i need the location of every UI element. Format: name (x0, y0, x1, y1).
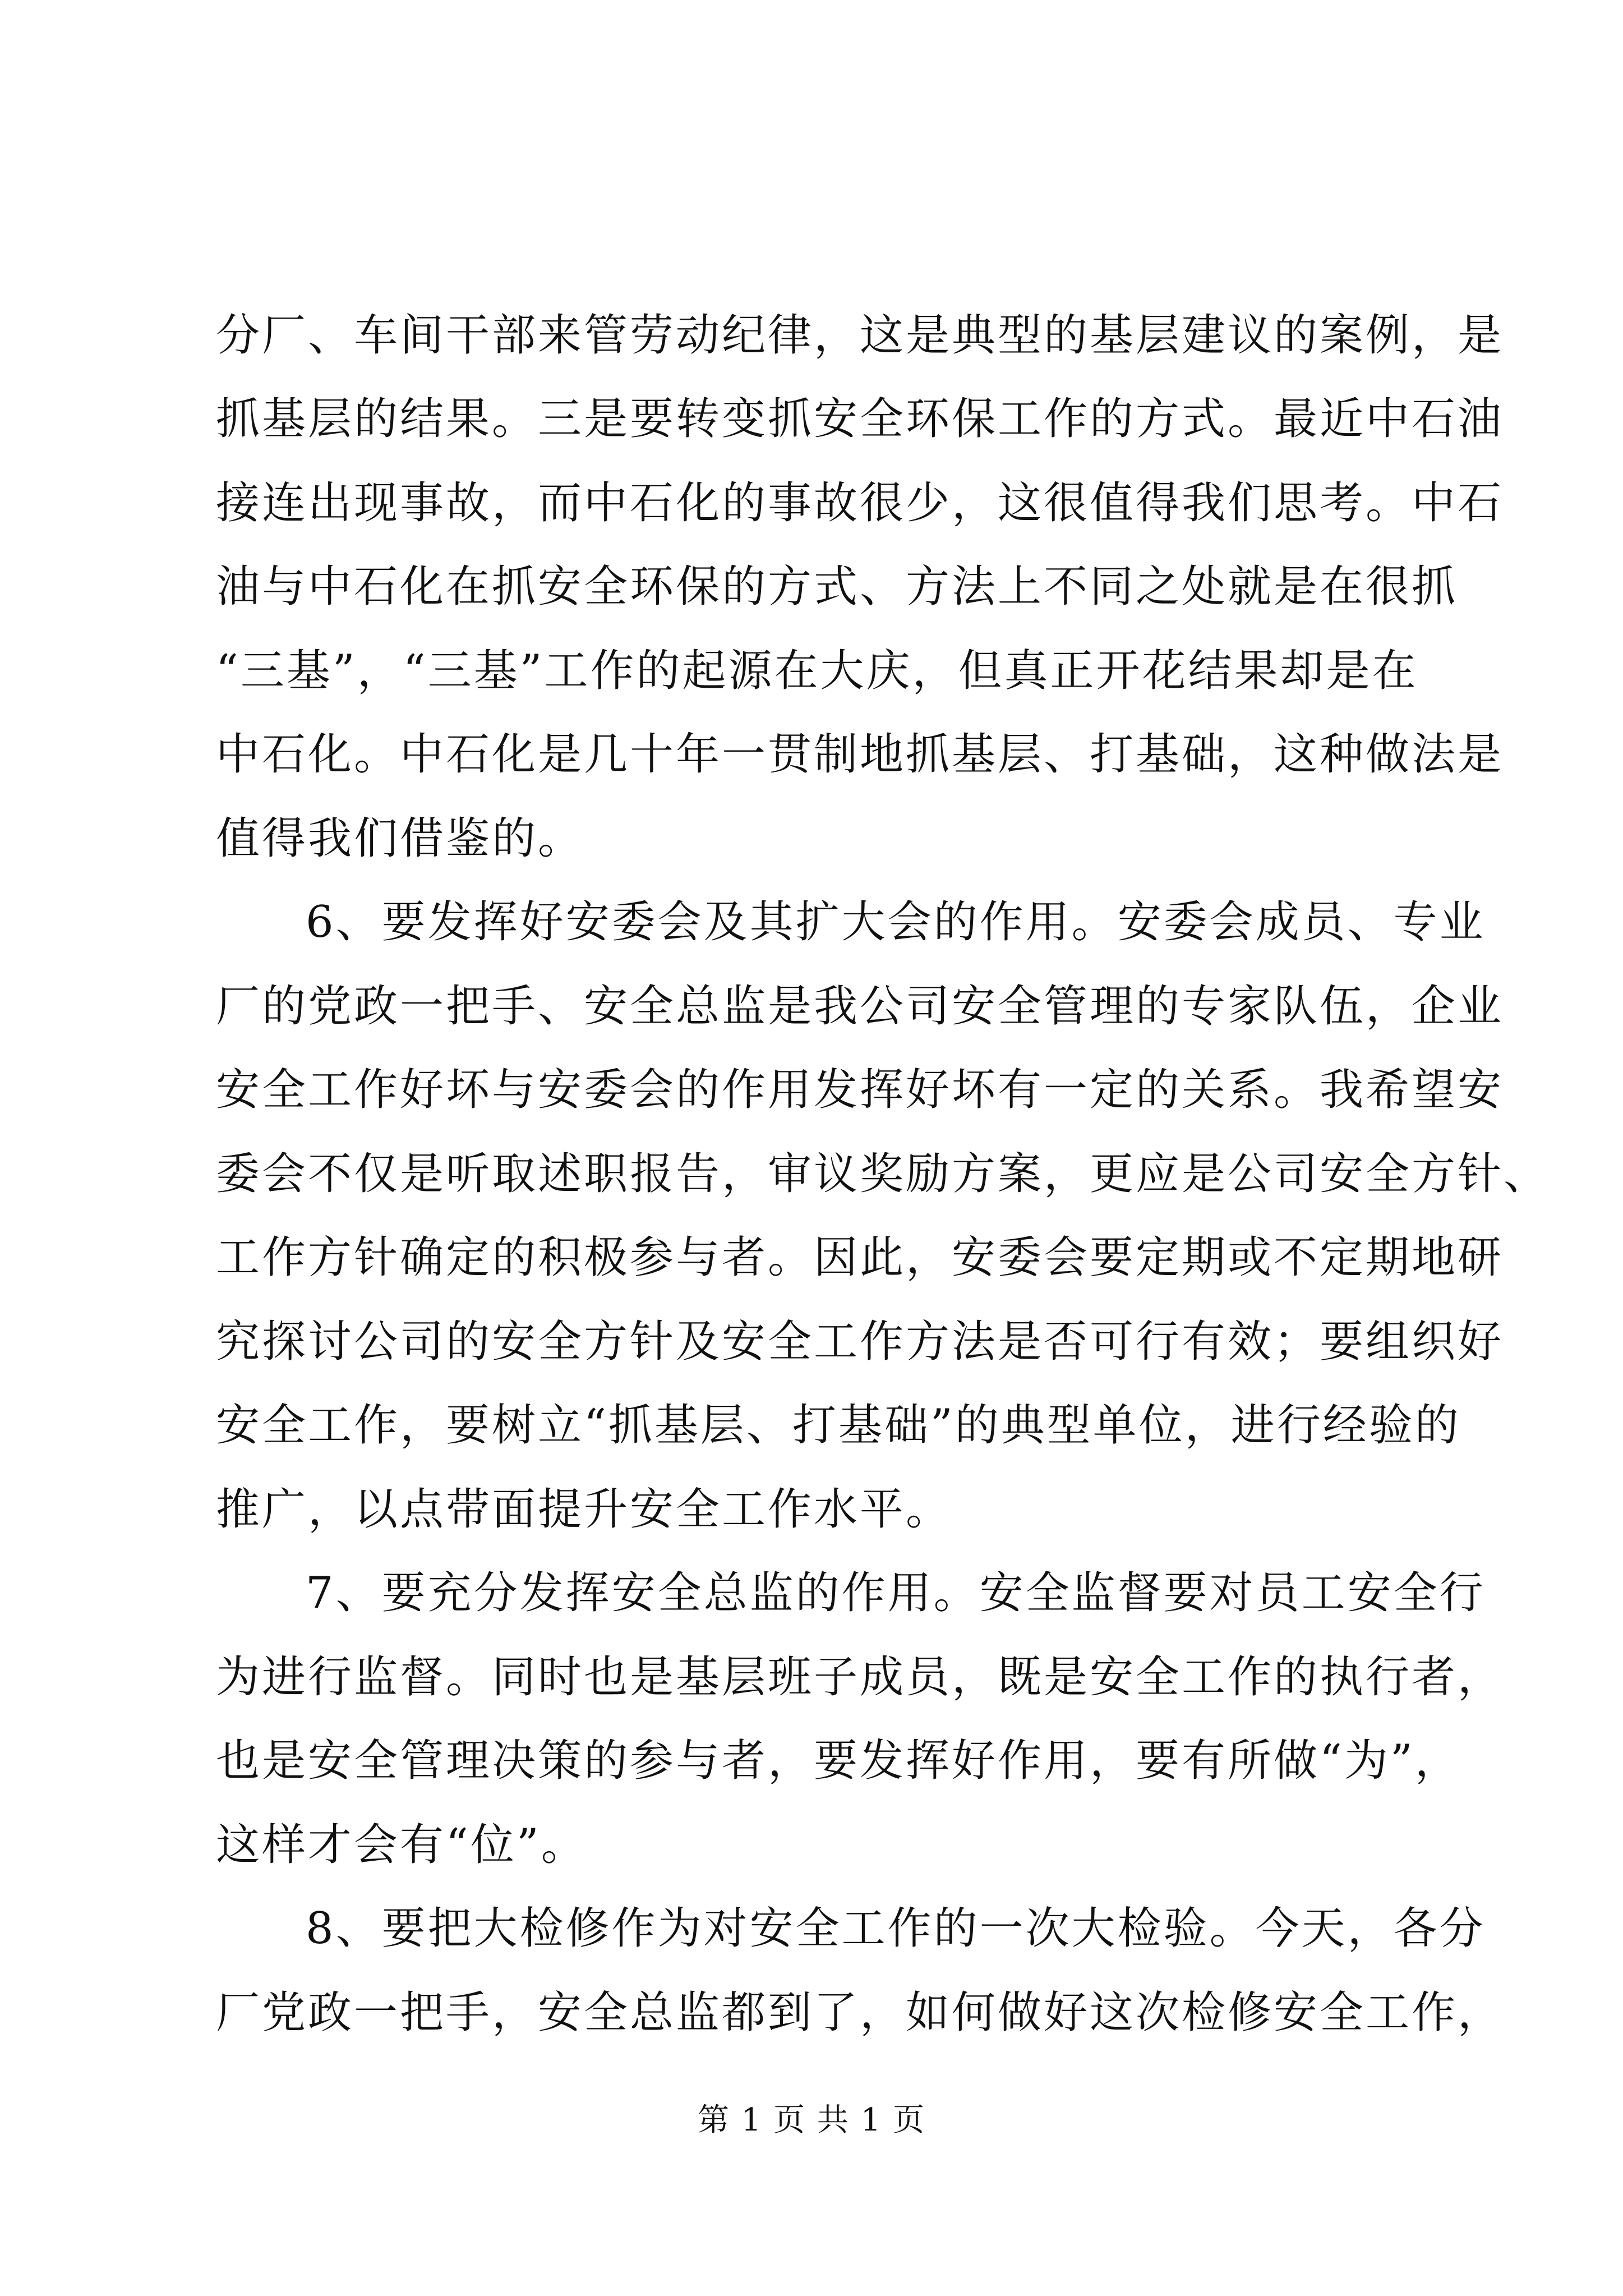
text-line: 安全工作好坏与安委会的作用发挥好坏有一定的关系。我希望安 (216, 1065, 1504, 1115)
page-footer: 第 1 页 共 1 页 (697, 2102, 926, 2138)
text-line: 工作方针确定的积极参与者。因此，安委会要定期或不定期地研 (216, 1232, 1504, 1283)
text-line: 推广，以点带面提升安全工作水平。 (216, 1484, 952, 1535)
paragraph-start-line: 7、要充分发挥安全总监的作用。安全监督要对员工安全行 (306, 1568, 1486, 1618)
text-line: 也是安全管理决策的参与者，要发挥好作用，要有所做“为”， (216, 1736, 1461, 1786)
text-line: 安全工作，要树立“抓基层、打基础”的典型单位，进行经验的 (216, 1400, 1461, 1451)
text-line: 这样才会有“位”。 (216, 1820, 587, 1870)
text-line: 接连出现事故，而中石化的事故很少，这很值得我们思考。中石 (216, 478, 1504, 528)
text-line: 厂的党政一把手、安全总监是我公司安全管理的专家队伍，企业 (216, 981, 1504, 1032)
text-line: 厂党政一把手，安全总监都到了，如何做好这次检修安全工作， (216, 1987, 1504, 2038)
text-line: 为进行监督。同时也是基层班子成员，既是安全工作的执行者， (216, 1652, 1504, 1703)
text-line: 中石化。中石化是几十年一贯制地抓基层、打基础，这种做法是 (216, 729, 1504, 780)
text-line: 究探讨公司的安全方针及安全工作方法是否可行有效；要组织好 (216, 1317, 1504, 1367)
text-line: “三基”，“三基”工作的起源在大庆，但真正开花结果却是在 (216, 646, 1418, 696)
text-line: 油与中石化在抓安全环保的方式、方法上不同之处就是在很抓 (216, 562, 1458, 612)
text-line: 委会不仅是听取述职报告，审议奖励方案，更应是公司安全方针、 (216, 1149, 1550, 1199)
paragraph-start-line: 8、要把大检修作为对安全工作的一次大检验。今天，各分 (306, 1903, 1486, 1954)
text-line: 值得我们借鉴的。 (216, 813, 584, 864)
text-line: 分厂、车间干部来管劳动纪律，这是典型的基层建议的案例，是 (216, 310, 1504, 361)
text-line: 抓基层的结果。三是要转变抓安全环保工作的方式。最近中石油 (216, 394, 1504, 444)
paragraph-start-line: 6、要发挥好安委会及其扩大会的作用。安委会成员、专业 (306, 897, 1486, 947)
